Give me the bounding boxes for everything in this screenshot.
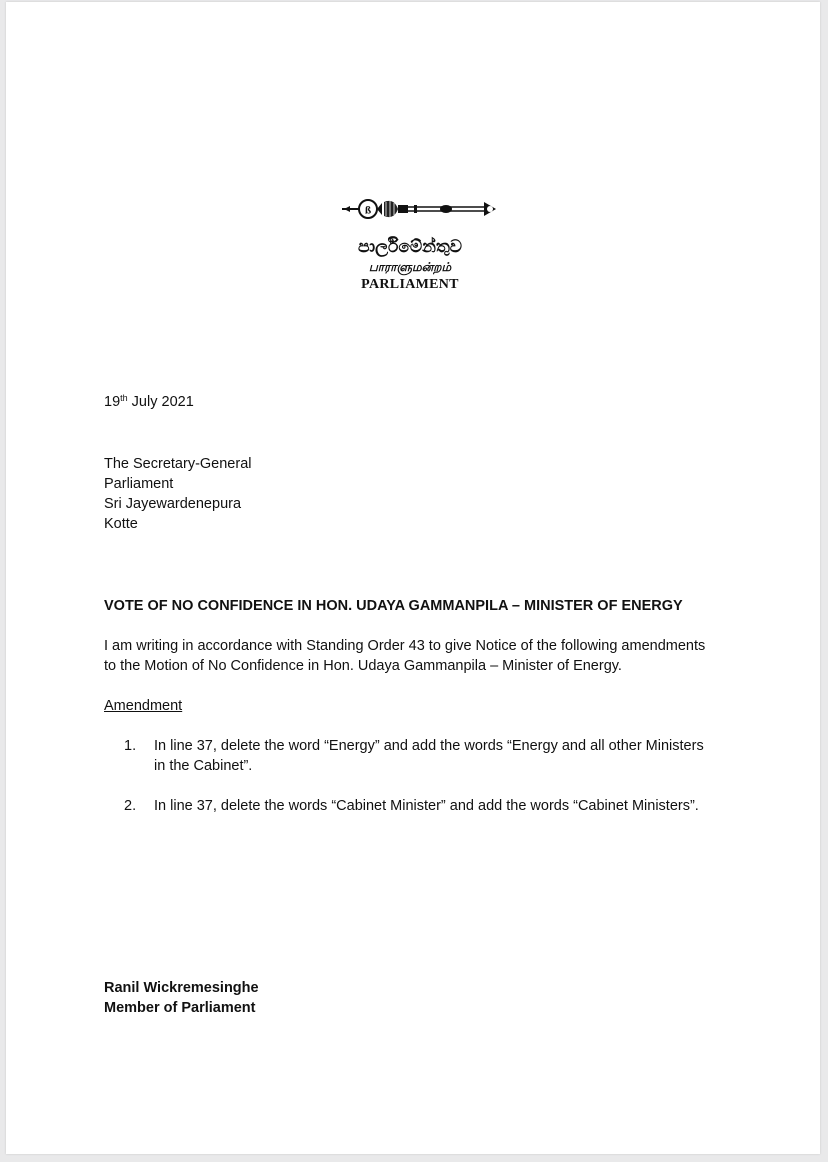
list-item-text: in the Cabinet”. — [154, 758, 253, 774]
body-line: I am writing in accordance with Standing Order 43 to give Notice of the following amendments — [104, 638, 706, 654]
list-item-text: In line 37, delete the word “Energy” and add the words “Energy and all other Ministers — [154, 738, 704, 754]
letterhead — [306, 236, 514, 294]
address-line: Kotte — [104, 516, 138, 532]
address-line: Parliament — [104, 476, 174, 492]
letterhead-english: PARLIAMENT — [361, 277, 459, 292]
svg-text:ß: ß — [364, 204, 372, 217]
list-item-number: 1. — [124, 738, 137, 754]
letterhead-sinhala: පාර්ලිමේන්තුව — [358, 237, 462, 256]
amendment-heading: Amendment — [104, 698, 183, 714]
list-item-number: 2. — [124, 798, 137, 814]
document-page — [6, 2, 820, 1154]
signature-block — [104, 978, 259, 1018]
subject-heading: VOTE OF NO CONFIDENCE IN HON. UDAYA GAMMANPILA – MINISTER OF ENERGY — [104, 598, 683, 614]
list-item — [124, 796, 764, 816]
letterhead-tamil: பாராளுமன்றம் — [368, 260, 452, 274]
body-line: to the Motion of No Confidence in Hon. Udaya Gammanpila – Minister of Energy. — [104, 658, 622, 674]
address-line: Sri Jayewardenepura — [104, 496, 242, 512]
date-suffix: th — [120, 393, 128, 403]
address-line: The Secretary-General — [104, 456, 252, 472]
signatory-name: Ranil Wickremesinghe — [104, 980, 259, 996]
date-rest: July 2021 — [127, 394, 194, 410]
parliament-mace-icon — [338, 194, 502, 224]
list-item-text: In line 37, delete the words “Cabinet Minister” and add the words “Cabinet Ministers”. — [154, 798, 699, 814]
signatory-title: Member of Parliament — [104, 1000, 256, 1016]
date-day: 19 — [104, 394, 121, 410]
body-paragraph — [104, 636, 764, 676]
list-item — [124, 736, 764, 776]
letter-date — [104, 392, 194, 412]
amendment-list — [124, 736, 764, 836]
recipient-address — [104, 454, 251, 534]
